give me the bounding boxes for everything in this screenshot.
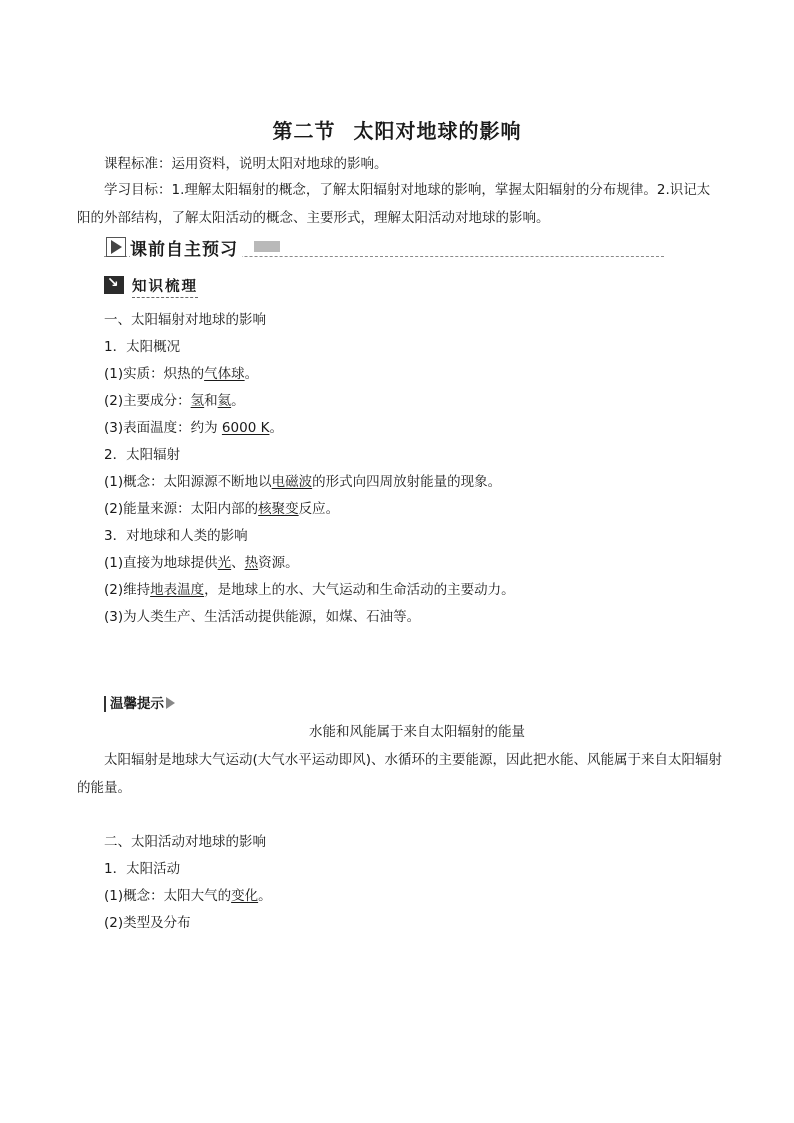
part1-s3-heading: 3．对地球和人类的影响 bbox=[104, 528, 248, 544]
part1-s1-heading: 1．太阳概况 bbox=[104, 339, 181, 355]
part1-s2-item1: (1)概念：太阳源源不断地以电磁波的形式向四周放射能量的现象。 bbox=[104, 474, 502, 490]
part1-s3-item3: (3)为人类生产、生活活动提供能源，如煤、石油等。 bbox=[104, 609, 421, 625]
answer-underline: 地表温度 bbox=[150, 582, 205, 598]
answer-underline: 热 bbox=[244, 555, 259, 571]
part2-s1-item1: (1)概念：太阳大气的变化。 bbox=[104, 888, 272, 904]
section-header-label: 课前自主预习 bbox=[130, 235, 242, 260]
page-title bbox=[0, 115, 794, 144]
part1-s2-heading: 2．太阳辐射 bbox=[104, 447, 181, 463]
sub-header-label: 知识梳理 bbox=[132, 275, 198, 298]
course-standard: 课程标准：运用资料，说明太阳对地球的影响。 bbox=[104, 156, 388, 172]
tip-body: 太阳辐射是地球大气运动(大气水平运动即风)、水循环的主要能源，因此把水能、风能属于来自太阳辐射的能量。 bbox=[77, 752, 723, 796]
decor-block bbox=[254, 241, 280, 252]
title-section-number: 第二节 bbox=[272, 119, 336, 143]
part1-s3-item2: (2)维持地表温度，是地球上的水、大气运动和生命活动的主要动力。 bbox=[104, 582, 515, 598]
answer-underline: 氦 bbox=[217, 393, 232, 409]
answer-underline: 6000 K bbox=[221, 420, 270, 436]
part1-s1-item1: (1)实质：炽热的气体球。 bbox=[104, 366, 259, 382]
answer-underline: 电磁波 bbox=[271, 474, 313, 490]
part1-s1-item2: (2)主要成分：氢和氦。 bbox=[104, 393, 245, 409]
answer-underline: 气体球 bbox=[204, 366, 245, 382]
play-arrow-icon bbox=[166, 697, 175, 709]
part1-s1-item3: (3)表面温度：约为 6000 K。 bbox=[104, 420, 283, 436]
part2-heading: 二、太阳活动对地球的影响 bbox=[104, 834, 266, 850]
answer-underline: 光 bbox=[217, 555, 232, 571]
answer-underline: 核聚变 bbox=[258, 501, 299, 517]
part1-s3-item1: (1)直接为地球提供光、热资源。 bbox=[104, 555, 299, 571]
part2-s1-heading: 1．太阳活动 bbox=[104, 861, 181, 877]
tip-title: 水能和风能属于来自太阳辐射的能量 bbox=[309, 724, 525, 740]
section-header-preview bbox=[104, 235, 664, 259]
learning-objectives: 学习目标：1.理解太阳辐射的概念，了解太阳辐射对地球的影响，掌握太阳辐射的分布规律。2.识记太阳的外部结构，了解太阳活动的概念、主要形式，理解太阳活动对地球的影响。 bbox=[77, 182, 711, 226]
part1-s2-item2: (2)能量来源：太阳内部的核聚变反应。 bbox=[104, 501, 340, 517]
play-triangle-icon bbox=[106, 237, 126, 257]
answer-underline: 变化 bbox=[231, 888, 259, 904]
arrow-down-right-icon bbox=[104, 276, 124, 294]
part2-s1-item2: (2)类型及分布 bbox=[104, 915, 191, 931]
title-text: 太阳对地球的影响 bbox=[353, 119, 522, 143]
tip-label: 温馨提示 bbox=[104, 696, 175, 712]
answer-underline: 氢 bbox=[190, 393, 205, 409]
part1-heading: 一、太阳辐射对地球的影响 bbox=[104, 312, 266, 328]
